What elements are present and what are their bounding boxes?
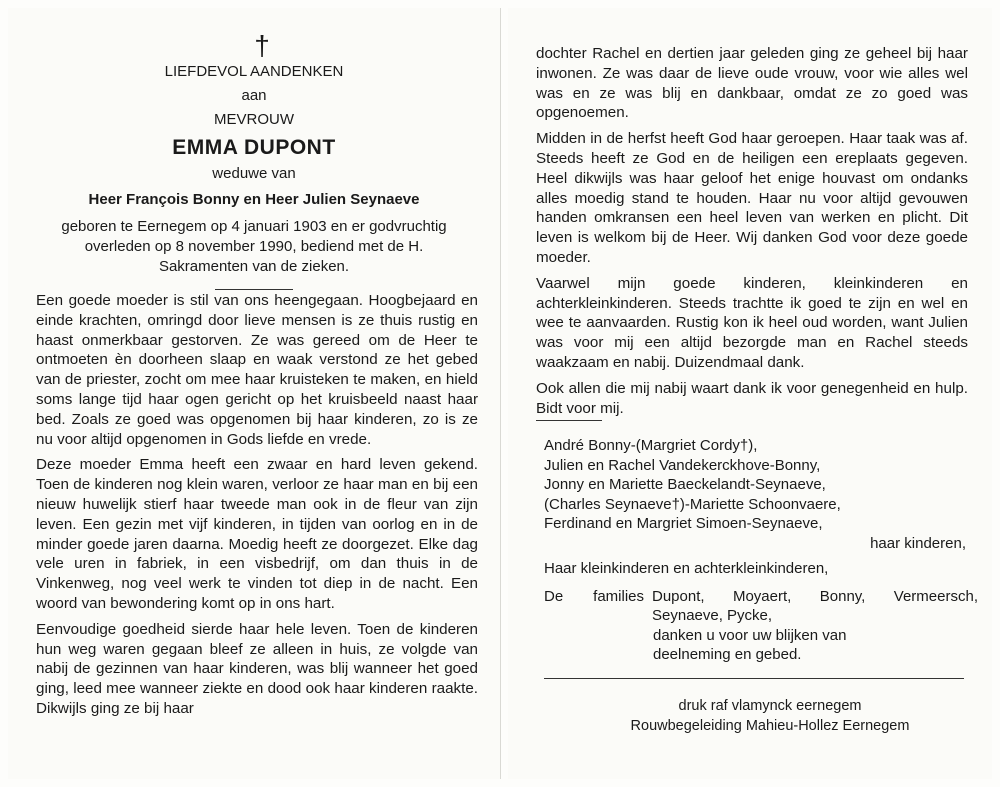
printer-line: druk raf vlamynck eernegem — [678, 698, 862, 714]
signer-line: Julien en Rachel Vandekerckhove-Bonny, — [544, 456, 821, 474]
printer-credit — [508, 696, 992, 736]
thanks-line: danken u voor uw blijken van — [653, 626, 847, 644]
left-body — [36, 291, 478, 725]
paragraph: Een goede moeder is stil van ons heengegaan. Hoogbejaard en einde krachten, omringd door lieve mensen is ze thuis rustig en haast onmerkbaar gestorven. Ze was gereed om de Heer te ontmoeten èn doorheen slaap en waak verstond ze het gebed van de priester, zocht om mee haar kruisteken te maken, en hield soms lange tijd haar ogen gericht op het kruisbeeld naast haar bed. Zoals ze goed was opgenomen bij haar kinderen, zo is ze nu voor altijd opgenomen in Gods liefde en vrede. — [36, 292, 478, 448]
signer-line: André Bonny-(Margriet Cordy†), — [544, 437, 758, 454]
husbands-names: Heer François Bonny en Heer Julien Seynaeve — [88, 191, 420, 208]
families-line: Dupont, Moyaert, Bonny, Vermeersch, — [652, 587, 978, 605]
left-page — [8, 8, 501, 779]
families-row — [544, 587, 978, 626]
families-line: Seynaeve, Pycke, — [652, 607, 773, 624]
paragraph: Deze moeder Emma heeft een zwaar en hard leven gekend. Toen de kinderen nog klein waren, verloor ze haar man en bij een nieuw huwelijk stierf haar tweede man ook in de fleur van zijn leven. Een gezin met vijf kinderen, in tijden van oorlog en in de minder goede jaren daarna. Moedig heeft ze doorgezet. Elke dag vele uren in fabriek, in een visbedrijf, om dan thuis in de Vinkenweg, nog veel werk te vinden tot diep in de nacht. Een woord van bewondering komt op in ons hart. — [36, 456, 478, 612]
paragraph: Midden in de herfst heeft God haar geroepen. Haar taak was af. Steeds heeft ze God en de heiligen een ereplaats gegeven. Heel dikwijls was haar geloof het enige houvast om ondanks alles moedig stand te houden. Haar nu voor altijd gevouwen handen omkransen een heel leven van werken en plicht. Dit leven is welkom bij de Heer. Wij danken God voor deze goede moeder. — [536, 130, 968, 266]
paragraph: dochter Rachel en dertien jaar geleden ging ze geheel bij haar inwonen. Ze was daar de lieve oude vrouw, voor wie alles wel was en ze was blij en dankbaar, omdat ze zo goed was opgenoemen. — [536, 45, 968, 122]
thanks-line: deelneming en gebed. — [653, 646, 802, 663]
paragraph: Ook allen die mij nabij waart dank ik voor genegenheid en hulp. Bidt voor mij. — [536, 379, 968, 417]
header-remembrance: LIEFDEVOL AANDENKEN — [164, 63, 344, 80]
families-label: De families — [544, 587, 644, 605]
header-title: MEVROUW — [214, 111, 294, 128]
divider — [536, 420, 602, 421]
widow-of: weduwe van — [212, 165, 296, 182]
divider — [215, 289, 293, 290]
signer-line: (Charles Seynaeve†)-Mariette Schoonvaere, — [544, 495, 841, 513]
right-body — [536, 44, 968, 421]
signer-line: Jonny en Mariette Baeckelandt-Seynaeve, — [544, 476, 826, 493]
signer-line: Ferdinand en Margriet Simoen-Seynaeve, — [544, 515, 823, 532]
children-label: haar kinderen, — [870, 534, 966, 552]
paragraph: Vaarwel mijn goede kinderen, kleinkinderen en achterkleinkinderen. Steeds trachtte ik goed te zijn en wel en wee te aanvaarden. Rustig kon ik heel oud worden, want Julien was voor mij een altijd bezorgde man en Rachel steeds waakzaam en nabij. Duizendmaal dank. — [536, 274, 968, 371]
deceased-name: EMMA DUPONT — [172, 136, 336, 159]
birth-death-text: geboren te Eernegem op 4 januari 1903 en er godvruchtig overleden op 8 november 1990, bediend met de H. Sakramenten van de zieken. — [61, 218, 447, 275]
bottom-divider — [544, 678, 964, 679]
funeral-service-line: Rouwbegeleiding Mahieu-Hollez Eernegem — [630, 718, 910, 734]
cross-icon: † — [254, 30, 270, 61]
right-page — [508, 8, 992, 779]
signers-block — [544, 436, 978, 665]
paragraph: Eenvoudige goedheid sierde haar hele leven. Toen de kinderen hun weg waren gegaan bleef ze alleen in huis, ze volgde van nabij de gezinnen van haar kinderen, was blij wanneer het goed ging, leed mee wanneer ziekte en dood ook haar kinderen raakte. Dikwijls ging ze bij haar — [36, 620, 478, 717]
grandchildren-line: Haar kleinkinderen en achterkleinkinderen, — [544, 560, 829, 577]
header-to: aan — [241, 87, 267, 104]
families-names — [644, 587, 978, 626]
